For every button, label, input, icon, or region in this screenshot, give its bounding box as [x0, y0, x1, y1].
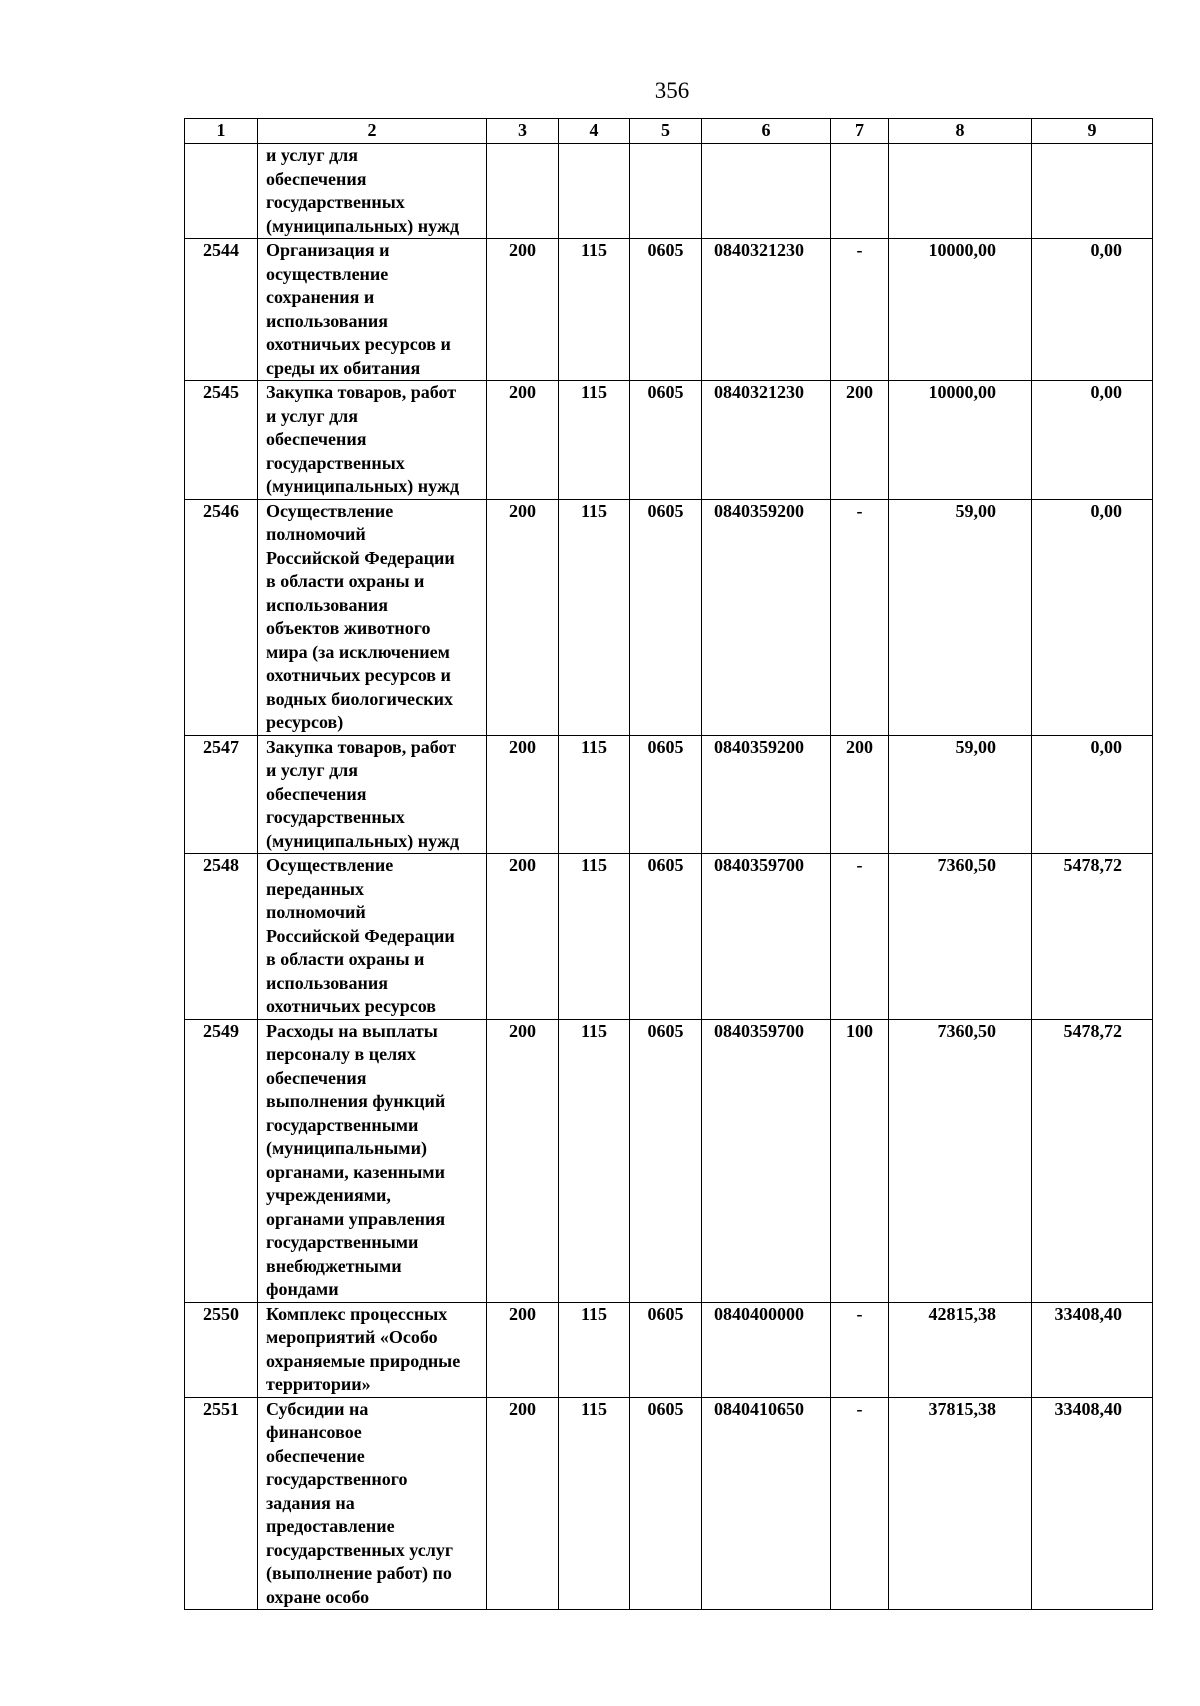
row-name-line: мероприятий «Особо [266, 1327, 438, 1347]
header-cell: 6 [702, 119, 831, 144]
row-name-line: полномочий [266, 902, 366, 922]
row-name-line: задания на [266, 1492, 355, 1513]
row-col-9: 0,00 [1032, 499, 1153, 735]
row-name-line: (выполнение работ) по [266, 1563, 452, 1583]
row-name-line: Осуществление [266, 855, 394, 875]
row-col-3: 200 [487, 239, 559, 381]
row-col-4: 115 [559, 499, 630, 735]
row-name [258, 381, 487, 500]
row-name-line: использования [266, 594, 388, 615]
row-name [258, 144, 487, 239]
row-col-6: 0840359200 [702, 735, 831, 854]
row-name-line: использования [266, 972, 388, 993]
header-cell: 7 [831, 119, 889, 144]
row-col-3: 200 [487, 854, 559, 1020]
table-row [185, 854, 1153, 1020]
row-name-line: предоставление [266, 1516, 395, 1536]
row-name-line: и услуг для [266, 760, 359, 780]
row-col-7: - [831, 1397, 889, 1610]
row-name-line: в области охраны и [266, 571, 425, 591]
row-name [258, 1397, 487, 1610]
row-col-5: 0605 [630, 239, 702, 381]
row-name-line: и услуг для [266, 405, 359, 426]
row-name-line: государственного [266, 1469, 408, 1489]
row-col-4: 115 [559, 1397, 630, 1610]
table-row [185, 735, 1153, 854]
row-name-line: водных биологических [266, 688, 453, 709]
row-name-line: учреждениями, [266, 1185, 391, 1205]
row-col-8: 10000,00 [889, 239, 1032, 381]
row-name-line: полномочий [266, 524, 366, 544]
row-col-8: 7360,50 [889, 854, 1032, 1020]
row-name-line: ресурсов) [266, 712, 344, 732]
row-col-9: 33408,40 [1032, 1397, 1153, 1610]
row-col-6 [702, 144, 831, 239]
row-col-4: 115 [559, 1302, 630, 1397]
row-name-line: обеспечения [266, 783, 367, 804]
row-name-line: охраняемые природные [266, 1350, 461, 1371]
row-col-3: 200 [487, 381, 559, 500]
row-col-4: 115 [559, 735, 630, 854]
header-cell: 2 [258, 119, 487, 144]
row-col-7: - [831, 499, 889, 735]
row-name-line: объектов животного [266, 618, 431, 638]
row-col-5: 0605 [630, 1019, 702, 1302]
row-col-6: 0840359200 [702, 499, 831, 735]
row-name-line: обеспечение [266, 1445, 365, 1466]
row-col-6: 0840321230 [702, 381, 831, 500]
row-col-6: 0840321230 [702, 239, 831, 381]
row-name-line: органами, казенными [266, 1161, 445, 1182]
row-col-7: 200 [831, 735, 889, 854]
row-name-line: охотничьих ресурсов [266, 996, 436, 1016]
row-col-6: 0840410650 [702, 1397, 831, 1610]
row-name-line: выполнения функций [266, 1091, 446, 1111]
row-col-3: 200 [487, 1019, 559, 1302]
row-col-5 [630, 144, 702, 239]
row-col-8: 59,00 [889, 735, 1032, 854]
row-col-6: 0840400000 [702, 1302, 831, 1397]
row-name-line: фондами [266, 1279, 339, 1299]
row-col-9: 5478,72 [1032, 1019, 1153, 1302]
row-name-line: сохранения и [266, 287, 375, 307]
row-name-line: Субсидии на [266, 1398, 369, 1419]
row-name-line: органами управления [266, 1208, 446, 1229]
row-col-3 [487, 144, 559, 239]
row-name-line: (муниципальных) нужд [266, 830, 460, 851]
row-col-3: 200 [487, 735, 559, 854]
table-row [185, 381, 1153, 500]
row-name-line: внебюджетными [266, 1255, 402, 1276]
header-cell: 5 [630, 119, 702, 144]
row-number: 2546 [185, 499, 258, 735]
row-col-8: 37815,38 [889, 1397, 1032, 1610]
row-name [258, 1302, 487, 1397]
row-name-line: Российской Федерации [266, 925, 455, 946]
row-name-line: переданных [266, 878, 365, 899]
row-name [258, 1019, 487, 1302]
row-name-line: Расходы на выплаты [266, 1020, 438, 1041]
row-name-line: государственных [266, 452, 405, 473]
row-name-line: обеспечения [266, 1067, 367, 1088]
table-header-row [185, 119, 1153, 144]
table-row [185, 239, 1153, 381]
row-col-8: 59,00 [889, 499, 1032, 735]
row-col-3: 200 [487, 499, 559, 735]
row-name-line: охотничьих ресурсов и [266, 334, 451, 354]
row-name [258, 854, 487, 1020]
row-name-line: среды их обитания [266, 357, 421, 378]
table-row [185, 1019, 1153, 1302]
row-name-line: использования [266, 310, 388, 331]
row-col-9: 0,00 [1032, 239, 1153, 381]
row-col-5: 0605 [630, 1397, 702, 1610]
row-col-4: 115 [559, 381, 630, 500]
row-col-9 [1032, 144, 1153, 239]
header-cell: 9 [1032, 119, 1153, 144]
row-col-6: 0840359700 [702, 854, 831, 1020]
header-cell: 1 [185, 119, 258, 144]
row-name-line: (муниципальных) нужд [266, 215, 460, 236]
row-name-line: государственными [266, 1232, 419, 1252]
row-name-line: охране особо [266, 1586, 370, 1607]
row-name-line: территории» [266, 1374, 371, 1394]
row-col-7: - [831, 1302, 889, 1397]
row-col-9: 0,00 [1032, 381, 1153, 500]
table-row [185, 1397, 1153, 1610]
row-name-line: и услуг для [266, 145, 359, 165]
row-col-6: 0840359700 [702, 1019, 831, 1302]
table-row [185, 144, 1153, 239]
row-col-3: 200 [487, 1302, 559, 1397]
row-name [258, 239, 487, 381]
row-number [185, 144, 258, 239]
row-col-8: 42815,38 [889, 1302, 1032, 1397]
row-col-7: 200 [831, 381, 889, 500]
row-col-9: 0,00 [1032, 735, 1153, 854]
table-row [185, 499, 1153, 735]
row-number: 2548 [185, 854, 258, 1020]
row-name-line: Организация и [266, 240, 390, 260]
row-name-line: государственных услуг [266, 1539, 454, 1560]
budget-table [184, 118, 1153, 1610]
header-cell: 4 [559, 119, 630, 144]
row-number: 2544 [185, 239, 258, 381]
row-col-8: 7360,50 [889, 1019, 1032, 1302]
row-col-7: 100 [831, 1019, 889, 1302]
row-name-line: осуществление [266, 263, 389, 284]
row-col-3: 200 [487, 1397, 559, 1610]
row-col-5: 0605 [630, 381, 702, 500]
row-name-line: охотничьих ресурсов и [266, 665, 451, 685]
row-name-line: Российской Федерации [266, 547, 455, 568]
row-col-8 [889, 144, 1032, 239]
row-name-line: государственными [266, 1114, 419, 1135]
row-name-line: Закупка товаров, работ [266, 736, 457, 757]
row-name [258, 735, 487, 854]
row-col-7 [831, 144, 889, 239]
row-name-line: государственных [266, 192, 405, 212]
header-cell: 8 [889, 119, 1032, 144]
row-name-line: обеспечения [266, 429, 367, 449]
row-col-9: 33408,40 [1032, 1302, 1153, 1397]
row-name-line: Осуществление [266, 500, 394, 521]
row-col-5: 0605 [630, 499, 702, 735]
row-col-4: 115 [559, 239, 630, 381]
row-number: 2550 [185, 1302, 258, 1397]
row-name-line: Закупка товаров, работ [266, 382, 457, 402]
row-name-line: Комплекс процессных [266, 1303, 448, 1324]
header-cell: 3 [487, 119, 559, 144]
row-col-8: 10000,00 [889, 381, 1032, 500]
row-col-4 [559, 144, 630, 239]
row-name-line: персоналу в целях [266, 1044, 416, 1064]
row-name-line: обеспечения [266, 168, 367, 189]
page-number: 356 [654, 78, 690, 103]
table-row [185, 1302, 1153, 1397]
row-name-line: мира (за исключением [266, 641, 450, 662]
row-name-line: (муниципальных) нужд [266, 476, 460, 496]
row-name-line: в области охраны и [266, 949, 425, 969]
row-number: 2549 [185, 1019, 258, 1302]
row-col-7: - [831, 854, 889, 1020]
row-col-4: 115 [559, 854, 630, 1020]
row-number: 2545 [185, 381, 258, 500]
row-name-line: государственных [266, 807, 405, 827]
row-col-7: - [831, 239, 889, 381]
row-name [258, 499, 487, 735]
row-col-5: 0605 [630, 735, 702, 854]
row-number: 2551 [185, 1397, 258, 1610]
row-col-5: 0605 [630, 854, 702, 1020]
row-col-9: 5478,72 [1032, 854, 1153, 1020]
row-col-4: 115 [559, 1019, 630, 1302]
row-name-line: (муниципальными) [266, 1138, 427, 1158]
row-name-line: финансовое [266, 1422, 362, 1442]
row-number: 2547 [185, 735, 258, 854]
row-col-5: 0605 [630, 1302, 702, 1397]
